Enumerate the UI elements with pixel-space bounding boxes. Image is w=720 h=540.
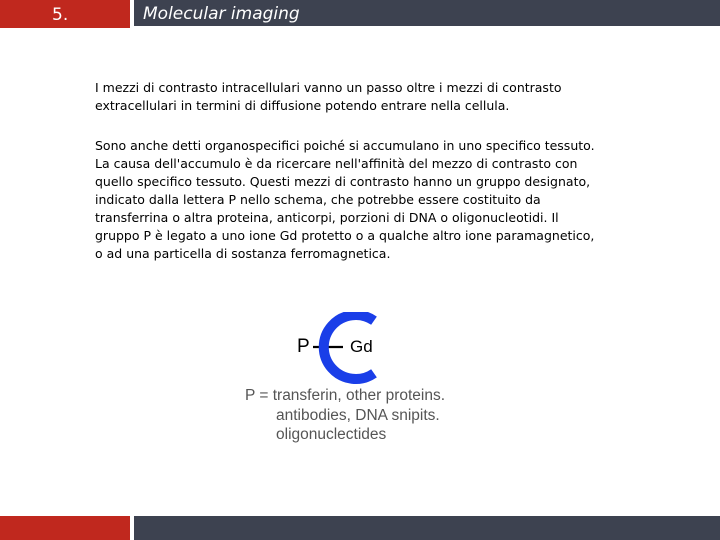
slide-number: 5. xyxy=(52,5,69,25)
gd-ion-label: Gd xyxy=(350,337,373,356)
legend-line: oligonuclectides xyxy=(276,426,387,443)
text-line: quello specifico tessuto. Questi mezzi di contrasto hanno un gruppo designato, xyxy=(95,174,591,189)
slide-title: Molecular imaging xyxy=(143,4,300,24)
contrast-agent-diagram xyxy=(240,312,480,452)
diagram-legend xyxy=(245,386,445,445)
text-line: extracellulari in termini di diffusione potendo entrare nella cellula. xyxy=(95,98,510,113)
group-p-label: P xyxy=(297,336,310,357)
footer-bar xyxy=(134,516,720,540)
footer-accent-bar xyxy=(0,516,130,540)
text-line: Sono anche detti organospecifici poiché si accumulano in uno specifico tessuto. xyxy=(95,138,595,153)
text-line: I mezzi di contrasto intracellulari vanno un passo oltre i mezzi di contrasto xyxy=(95,80,562,95)
text-line: o ad una particella di sostanza ferromagnetica. xyxy=(95,246,391,261)
text-line: indicato dalla lettera P nello schema, che potrebbe essere costituito da xyxy=(95,192,541,207)
text-line: gruppo P è legato a uno ione Gd protetto o a qualche altro ione paramagnetico, xyxy=(95,228,595,243)
legend-line: antibodies, DNA snipits. xyxy=(276,406,440,424)
text-line: transferrina o altra proteina, anticorpi, porzioni di DNA o oligonucleotidi. Il xyxy=(95,210,559,225)
legend-line: P = transferin, other proteins. xyxy=(245,387,446,404)
text-line: La causa dell'accumulo è da ricercare nell'affinità del mezzo di contrasto con xyxy=(95,156,578,171)
paragraph-organospecific xyxy=(95,137,640,263)
paragraph-intro xyxy=(95,79,640,115)
